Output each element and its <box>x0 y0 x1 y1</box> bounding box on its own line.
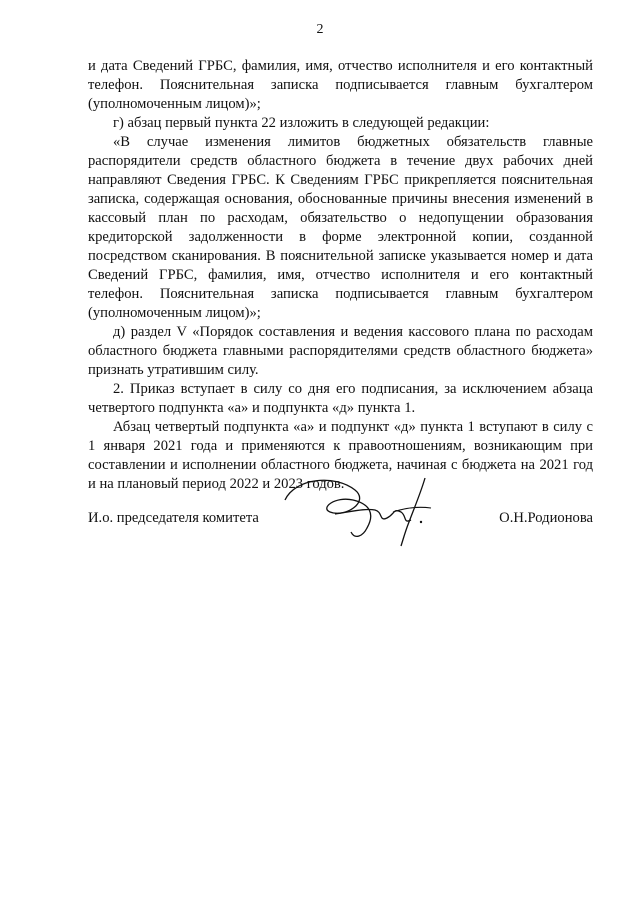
handwritten-signature <box>275 470 445 550</box>
page-number: 2 <box>316 22 324 37</box>
paragraph-clause-2: 2. Приказ вступает в силу со дня его подписания, за исключением абзаца четвертого подпункта «а» и подпункта «д» пункта 1. <box>88 381 593 416</box>
paragraph-continuation: и дата Сведений ГРБС, фамилия, имя, отчество исполнителя и его контактный телефон. Пояснительная записка подписывается главным бухгалтером (уполномоченным лицом)»; <box>88 58 593 112</box>
signatory-name: О.Н.Родионова <box>499 510 593 526</box>
document-body <box>88 57 593 494</box>
paragraph-item-g: г) абзац первый пункта 22 изложить в следующей редакции: <box>113 115 490 131</box>
paragraph-effective-date: Абзац четвертый подпункта «а» и подпункт «д» пункта 1 вступают в силу с 1 января 2021 года и применяются к правоотношениям, возникающим при составлении и исполнении областного бюджета, начиная с бюджета на 2021 год и на плановый период 2022 и 2023 годов. <box>88 419 593 492</box>
signatory-title: И.о. председателя комитета <box>88 510 259 526</box>
paragraph-quote: «В случае изменения лимитов бюджетных обязательств главные распорядители средств областного бюджета в течение двух рабочих дней направляют Сведения ГРБС. К Сведениям ГРБС прикрепляется пояснительная записка, содержащая основания, обоснованные причины внесения изменений в кассовый план по расходам, обязательство о недопущении образования кредиторской задолженности в форме электронной копии, созданной посредством сканирования. В пояснительной записке указывается номер и дата Сведений ГРБС, фамилия, имя, отчество исполнителя и его контактный телефон. Пояснительная записка подписывается главным бухгалтером (уполномоченным лицом)»; <box>88 134 593 321</box>
paragraph-item-d: д) раздел V «Порядок составления и ведения кассового плана по расходам областного бюджета главными распорядителями средств областного бюджета» признать утратившим силу. <box>88 324 593 378</box>
